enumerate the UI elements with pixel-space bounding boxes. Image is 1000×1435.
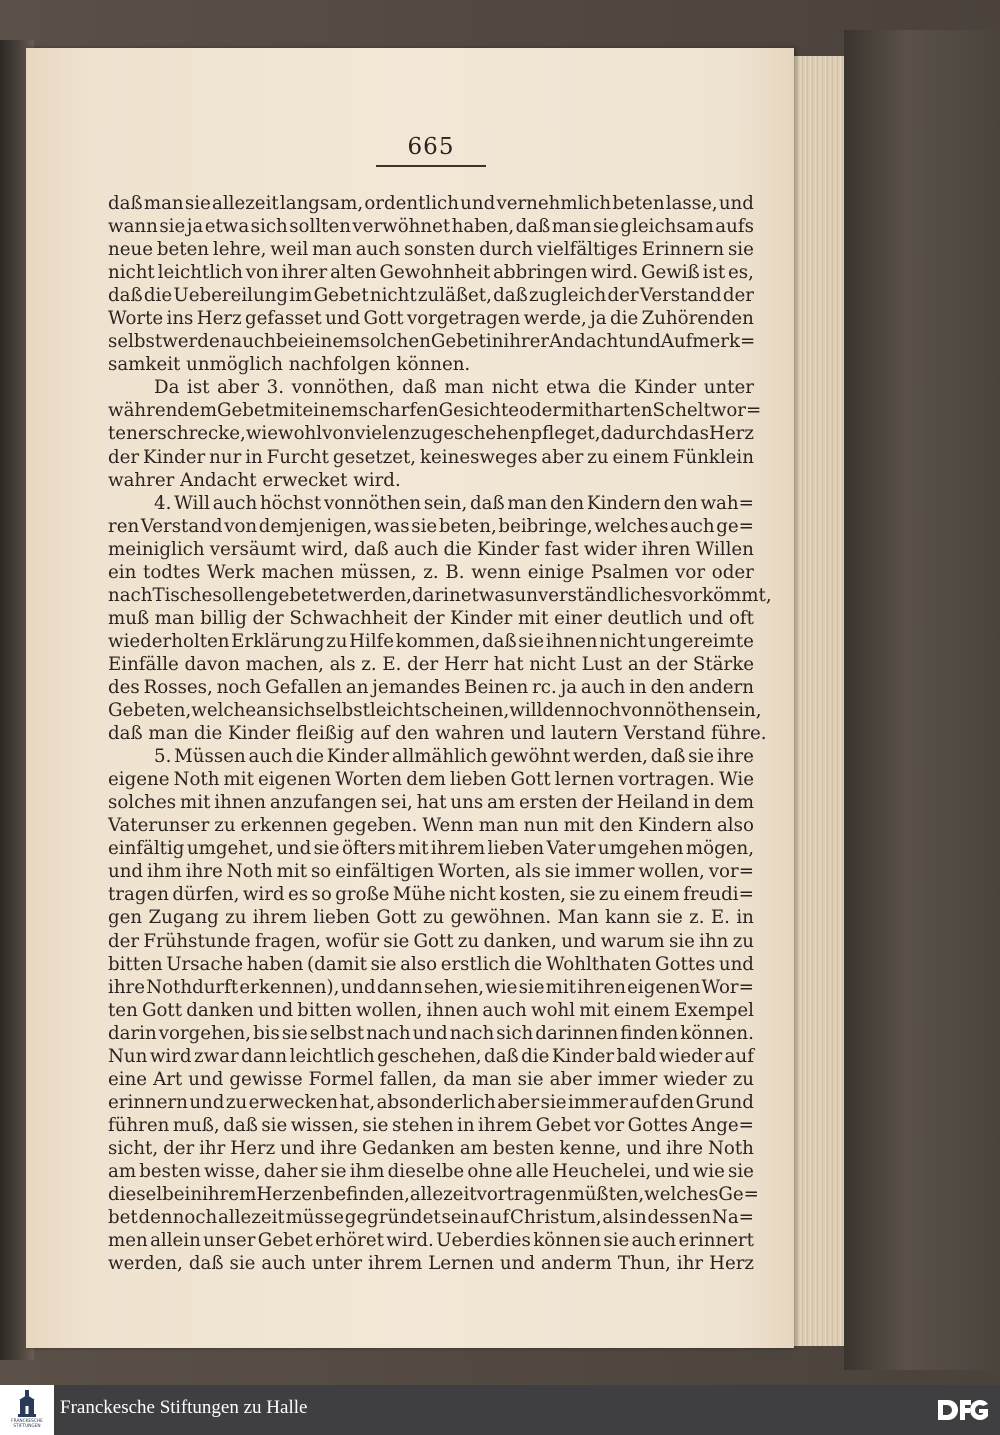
text-line: sicht, der ihr Herz und ihre Gedanken am besten kenne, und ihre Noth (108, 1137, 754, 1159)
text-line: samkeit unmöglich nachfolgen können. (108, 354, 471, 376)
text-line: 4. Will auch höchst vonnöthen sein, daß man den Kindern den wah= (154, 492, 754, 514)
body-text (108, 192, 772, 1275)
text-line: der Kinder nur in Furcht gesetzet, keinesweges aber zu einem Fünklein (108, 446, 754, 468)
text-line: währendem Gebet mit einem scharfen Gesichte oder mit harten Scheltwor= (108, 400, 762, 422)
text-line: wann sie ja etwa sich sollten verwöhnet haben, daß man sie gleichsam aufs (108, 216, 754, 238)
text-line: Gebeten, welche an sich selbst leicht scheinen, will dennoch vonnöthen sein, (108, 700, 762, 722)
text-line: ren Verstand von demjenigen, was sie beten, beibringe, welches auch ge= (108, 515, 754, 537)
text-line: nicht leichtlich von ihrer alten Gewohnheit abbringen wird. Gewiß ist es, (108, 262, 754, 284)
logo-text-line2: STIFTUNGEN (13, 1424, 41, 1429)
text-line: Nun wird zwar dann leichtlich geschehen, daß die Kinder bald wieder auf (108, 1045, 754, 1067)
text-line: des Rosses, noch Gefallen an jemandes Beinen rc. ja auch in den andern (108, 676, 754, 698)
dfg-logo[interactable] (936, 1395, 990, 1425)
page-number: 665 (407, 134, 455, 160)
text-line: selbst werden auch bei einem solchen Gebet in ihrer Andacht und Aufmerk= (108, 331, 756, 353)
text-line: nach Tische sollen gebetet werden, darin etwas unverständliches vorkömmt, (108, 584, 772, 606)
text-line: Einfälle davon machen, als z. E. der Herr hat nicht Lust an der Stärke (108, 653, 754, 675)
text-line: eigene Noth mit eigenen Worten dem lieben Gott lernen vortragen. Wie (108, 769, 754, 791)
text-line: muß man billig der Schwachheit der Kinder mit einer deutlich und oft (108, 607, 754, 629)
text-line: wiederholten Erklärung zu Hilfe kommen, daß sie ihnen nicht ungereimte (108, 630, 754, 652)
text-line: ihre Nothdurft erkennen), und dann sehen, wie sie mit ihren eigenen Wor= (108, 976, 754, 998)
text-line: men allein unser Gebet erhöret wird. Ueberdies können sie auch erinnert (108, 1230, 754, 1252)
text-line: am besten wisse, daher sie ihm dieselbe ohne alle Heuchelei, und wie sie (108, 1160, 754, 1182)
text-line: erinnern und zu erwecken hat, absonderlich aber sie immer auf den Grund (108, 1091, 754, 1113)
text-line: neue beten lehre, weil man auch sonsten durch vielfältiges Erinnern sie (108, 239, 754, 261)
text-line: und ihm ihre Noth mit so einfältigen Worten, als sie immer wollen, vor= (108, 861, 754, 883)
text-line: darin vorgehen, bis sie selbst nach und nach sich darinnen finden können. (108, 1022, 754, 1044)
book-cover-right (844, 30, 1000, 1370)
text-line: dieselbe in ihrem Herzen befinden, allezeit vortragen müßten, welches Ge= (108, 1184, 759, 1206)
text-line: bet dennoch allezeit müsse gegründet sein auf Christum, als in dessen Na= (108, 1207, 754, 1229)
text-line: führen muß, daß sie wissen, sie stehen in ihrem Gebet vor Gottes Ange= (108, 1114, 754, 1136)
text-line: ten Gott danken und bitten wollen, ihnen auch wohl mit einem Exempel (108, 999, 754, 1021)
text-line: wahrer Andacht erwecket wird. (108, 469, 401, 491)
text-line: daß die Uebereilung im Gebet nicht zuläßet, daß zugleich der Verstand der (108, 285, 754, 307)
text-line: ten erschrecke, wiewohl von vielen zu geschehen pfleget, dadurch das Herz (108, 423, 754, 445)
institution-logo[interactable] (0, 1385, 54, 1435)
text-line: Vaterunser zu erkennen gegeben. Wenn man nun mit den Kindern also (108, 815, 754, 837)
logo-text-line1: FRANCKESCHE (11, 1419, 43, 1424)
page-number-rule (376, 165, 486, 167)
text-line: daß man die Kinder fleißig auf den wahren und lautern Verstand führe. (108, 723, 767, 745)
text-line: daß man sie allezeit langsam, ordentlich und vernehmlich beten lasse, und (108, 193, 754, 214)
logo-caption (2, 1419, 52, 1429)
page-edges (794, 56, 844, 1346)
text-line: Worte ins Herz gefasset und Gott vorgetragen werde, ja die Zuhörenden (108, 308, 754, 330)
text-line: der Frühstunde fragen, wofür sie Gott zu danken, und warum sie ihn zu (108, 930, 754, 952)
text-line: tragen dürfen, wird es so große Mühe nicht kosten, sie zu einem freudi= (108, 884, 754, 906)
text-line: einfältig umgehet, und sie öfters mit ihrem lieben Vater umgehen mögen, (108, 838, 754, 860)
text-line: ein todtes Werk machen müssen, z. B. wenn einige Psalmen vor oder (108, 561, 754, 583)
text-line: Da ist aber 3. vonnöthen, daß man nicht etwa die Kinder unter (154, 377, 754, 399)
text-line: meiniglich versäumt wird, daß auch die Kinder fast wider ihren Willen (108, 538, 754, 560)
logo-building-icon (17, 1390, 37, 1418)
institution-name: Franckesche Stiftungen zu Halle (60, 1397, 308, 1418)
text-line: 5. Müssen auch die Kinder allmählich gewöhnt werden, daß sie ihre (154, 746, 754, 768)
text-line: werden, daß sie auch unter ihrem Lernen und anderm Thun, ihr Herz (108, 1253, 754, 1275)
book-page (26, 48, 794, 1348)
footer-bar (0, 1385, 1000, 1435)
text-line: gen Zugang zu ihrem lieben Gott zu gewöhnen. Man kann sie z. E. in (108, 907, 754, 929)
text-line: eine Art und gewisse Formel fallen, da man sie aber immer wieder zu (108, 1068, 754, 1090)
text-line: solches mit ihnen anzufangen sei, hat uns am ersten der Heiland in dem (108, 792, 754, 814)
text-line: bitten Ursache haben (damit sie also erstlich die Wohlthaten Gottes und (108, 953, 754, 975)
